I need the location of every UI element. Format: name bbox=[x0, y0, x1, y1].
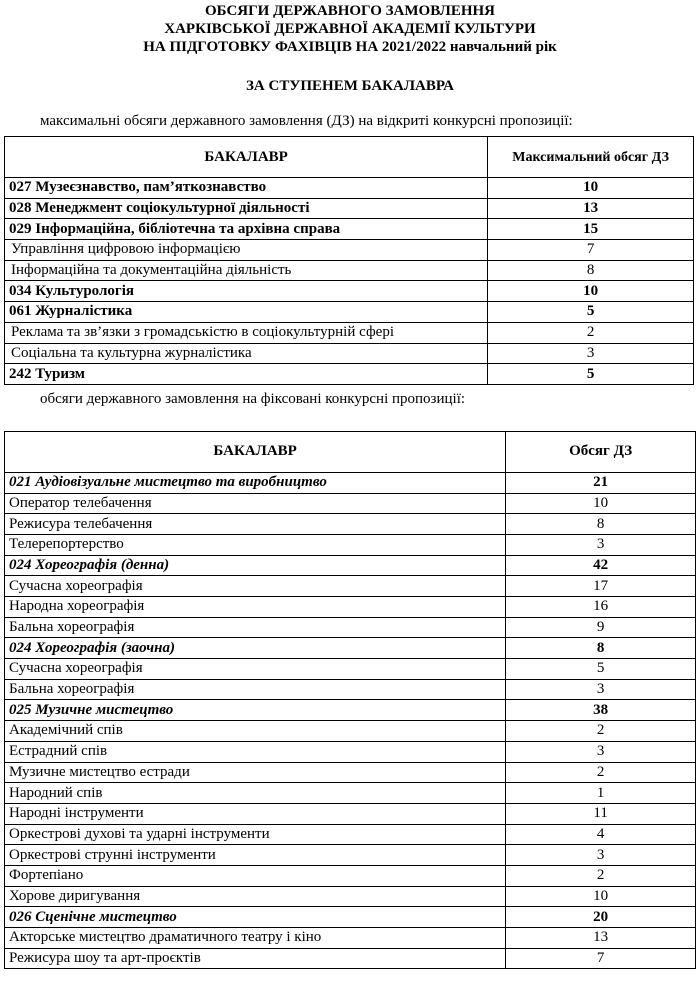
table-row bbox=[5, 472, 696, 493]
column-header-name: БАКАЛАВР bbox=[5, 431, 506, 472]
row-name-cell: Сучасна хореографія bbox=[5, 659, 506, 680]
row-value-cell: 3 bbox=[506, 679, 696, 700]
row-value-cell: 21 bbox=[506, 472, 696, 493]
row-name-cell: Хорове диригування bbox=[5, 886, 506, 907]
column-header-value: Максимальний обсяг ДЗ bbox=[488, 137, 694, 178]
doc-title-line-2: ХАРКІВСЬКОЇ ДЕРЖАВНОЇ АКАДЕМІЇ КУЛЬТУРИ bbox=[164, 21, 536, 37]
row-name-cell: Академічний спів bbox=[5, 721, 506, 742]
row-name-cell: 029 Інформаційна, бібліотечна та архівна справа bbox=[5, 219, 488, 240]
table-row bbox=[5, 555, 696, 576]
row-value-cell: 1 bbox=[506, 783, 696, 804]
table-row bbox=[5, 741, 696, 762]
row-name-cell: Народний спів bbox=[5, 783, 506, 804]
row-value-cell: 7 bbox=[488, 240, 694, 261]
row-value-cell: 2 bbox=[506, 865, 696, 886]
doc-title-line-1: ОБСЯГИ ДЕРЖАВНОГО ЗАМОВЛЕННЯ bbox=[204, 3, 496, 19]
row-name-cell: Режисура шоу та арт-проєктів bbox=[5, 948, 506, 969]
row-value-cell: 8 bbox=[506, 514, 696, 535]
row-value-cell: 7 bbox=[506, 948, 696, 969]
row-name-cell: Музичне мистецтво естради bbox=[5, 762, 506, 783]
table-row bbox=[5, 322, 694, 343]
row-value-cell: 2 bbox=[506, 762, 696, 783]
row-value-cell: 4 bbox=[506, 824, 696, 845]
table-row bbox=[5, 721, 696, 742]
row-name-cell: 021 Аудіовізуальне мистецтво та виробництво bbox=[5, 472, 506, 493]
row-name-cell: Оркестрові духові та ударні інструменти bbox=[5, 824, 506, 845]
table-row bbox=[5, 907, 696, 928]
row-value-cell: 11 bbox=[506, 803, 696, 824]
table-row bbox=[5, 534, 696, 555]
row-value-cell: 10 bbox=[488, 178, 694, 199]
table-row bbox=[5, 617, 696, 638]
table-row bbox=[5, 260, 694, 281]
table-row bbox=[5, 240, 694, 261]
row-name-cell: Естрадний спів bbox=[5, 741, 506, 762]
table-row bbox=[5, 281, 694, 302]
table-header-row bbox=[5, 431, 696, 472]
row-name-cell: Сучасна хореографія bbox=[5, 576, 506, 597]
row-name-cell: 026 Сценічне мистецтво bbox=[5, 907, 506, 928]
row-value-cell: 8 bbox=[488, 260, 694, 281]
table-row bbox=[5, 845, 696, 866]
table-row bbox=[5, 803, 696, 824]
table-row bbox=[5, 178, 694, 199]
open-offers-table bbox=[4, 136, 694, 385]
doc-title-line-3: НА ПІДГОТОВКУ ФАХІВЦІВ НА 2021/2022 навчальний рік bbox=[143, 39, 557, 55]
row-value-cell: 5 bbox=[488, 302, 694, 323]
row-value-cell: 2 bbox=[488, 322, 694, 343]
row-name-cell: Бальна хореографія bbox=[5, 617, 506, 638]
row-value-cell: 3 bbox=[488, 343, 694, 364]
row-value-cell: 17 bbox=[506, 576, 696, 597]
row-value-cell: 16 bbox=[506, 597, 696, 618]
row-value-cell: 5 bbox=[506, 659, 696, 680]
fixed-section-intro: обсяги державного замовлення на фіксовані конкурсні пропозиції: bbox=[40, 390, 466, 407]
row-name-cell: Оркестрові струнні інструменти bbox=[5, 845, 506, 866]
row-name-cell: Соціальна та культурна журналістика bbox=[5, 343, 488, 364]
row-value-cell: 2 bbox=[506, 721, 696, 742]
row-name-cell: Народна хореографія bbox=[5, 597, 506, 618]
table-row bbox=[5, 865, 696, 886]
row-value-cell: 38 bbox=[506, 700, 696, 721]
row-name-cell: 034 Культурологія bbox=[5, 281, 488, 302]
table-row bbox=[5, 576, 696, 597]
row-value-cell: 10 bbox=[506, 493, 696, 514]
row-value-cell: 20 bbox=[506, 907, 696, 928]
row-name-cell: Реклама та зв’язки з громадськістю в соціокультурній сфері bbox=[5, 322, 488, 343]
table-row bbox=[5, 302, 694, 323]
row-name-cell: 061 Журналістика bbox=[5, 302, 488, 323]
row-name-cell: Управління цифровою інформацією bbox=[5, 240, 488, 261]
row-name-cell: Бальна хореографія bbox=[5, 679, 506, 700]
table-row bbox=[5, 493, 696, 514]
row-value-cell: 9 bbox=[506, 617, 696, 638]
fixed-offers-table bbox=[4, 431, 696, 970]
column-header-name: БАКАЛАВР bbox=[5, 137, 488, 178]
row-name-cell: 024 Хореографія (денна) bbox=[5, 555, 506, 576]
table-row bbox=[5, 514, 696, 535]
degree-level-heading: ЗА СТУПЕНЕМ БАКАЛАВРА bbox=[246, 78, 454, 94]
row-name-cell: Оператор телебачення bbox=[5, 493, 506, 514]
row-value-cell: 13 bbox=[506, 928, 696, 949]
row-value-cell: 10 bbox=[488, 281, 694, 302]
table-row bbox=[5, 679, 696, 700]
table-row bbox=[5, 928, 696, 949]
table-row bbox=[5, 659, 696, 680]
row-value-cell: 15 bbox=[488, 219, 694, 240]
row-value-cell: 5 bbox=[488, 364, 694, 385]
row-name-cell: 027 Музеєзнавство, пам’яткознавство bbox=[5, 178, 488, 199]
table-row bbox=[5, 783, 696, 804]
table-row bbox=[5, 638, 696, 659]
table-row bbox=[5, 886, 696, 907]
row-name-cell: 242 Туризм bbox=[5, 364, 488, 385]
row-name-cell: 024 Хореографія (заочна) bbox=[5, 638, 506, 659]
row-name-cell: Телерепортерство bbox=[5, 534, 506, 555]
row-value-cell: 3 bbox=[506, 845, 696, 866]
table-row bbox=[5, 824, 696, 845]
row-name-cell: Фортепіано bbox=[5, 865, 506, 886]
table-row bbox=[5, 364, 694, 385]
row-name-cell: Народні інструменти bbox=[5, 803, 506, 824]
row-name-cell: 025 Музичне мистецтво bbox=[5, 700, 506, 721]
row-value-cell: 42 bbox=[506, 555, 696, 576]
table-row bbox=[5, 219, 694, 240]
table-row bbox=[5, 948, 696, 969]
row-name-cell: Режисура телебачення bbox=[5, 514, 506, 535]
row-name-cell: Інформаційна та документаційна діяльність bbox=[5, 260, 488, 281]
table-row bbox=[5, 343, 694, 364]
row-value-cell: 3 bbox=[506, 534, 696, 555]
table-row bbox=[5, 597, 696, 618]
row-name-cell: Акторське мистецтво драматичного театру і кіно bbox=[5, 928, 506, 949]
row-value-cell: 8 bbox=[506, 638, 696, 659]
row-value-cell: 3 bbox=[506, 741, 696, 762]
row-value-cell: 13 bbox=[488, 198, 694, 219]
column-header-value: Обсяг ДЗ bbox=[506, 431, 696, 472]
table-header-row bbox=[5, 137, 694, 178]
open-section-intro: максимальні обсяги державного замовлення (ДЗ) на відкриті конкурсні пропозиції: bbox=[40, 113, 573, 129]
table-row bbox=[5, 762, 696, 783]
table-row bbox=[5, 198, 694, 219]
row-value-cell: 10 bbox=[506, 886, 696, 907]
row-name-cell: 028 Менеджмент соціокультурної діяльності bbox=[5, 198, 488, 219]
table-row bbox=[5, 700, 696, 721]
